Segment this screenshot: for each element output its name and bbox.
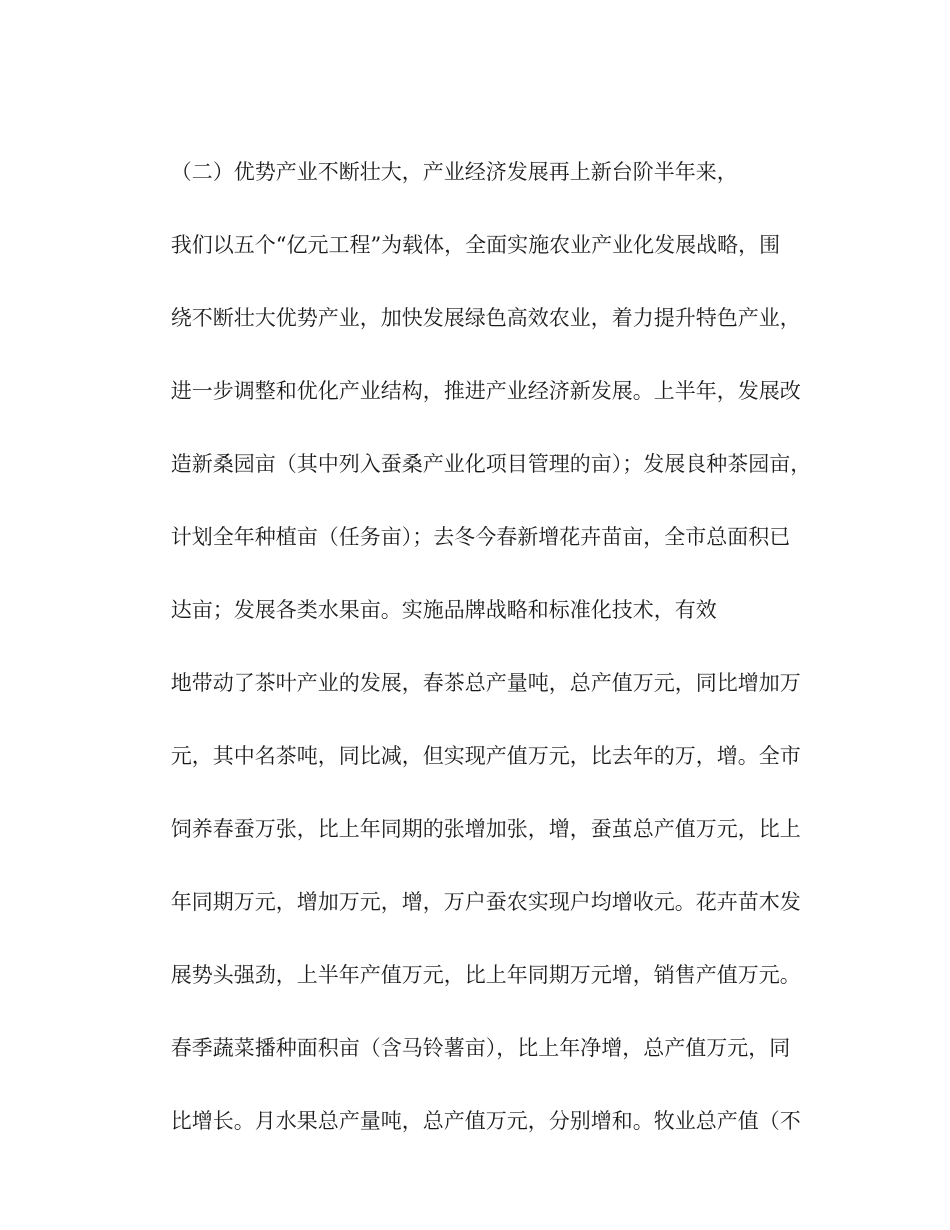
- line-text: 计划全年种植亩（任务亩）；去冬今春新增花卉苗亩，全市总面积已: [170, 525, 791, 549]
- line-text: 饲养春蚕万张，比上年同期的张增加张，增，蚕茧总产值万元，比上: [170, 817, 801, 841]
- paragraph-line-14: [144, 1079, 801, 1133]
- paragraph-line-3: [144, 276, 801, 330]
- line-text: 进一步调整和优化产业结构，推进产业经济新发展。上半年，发展改: [170, 379, 801, 403]
- line-text: 年同期万元，增加万元，增，万户蚕农实现户均增收元。花卉苗木发: [170, 890, 801, 914]
- paragraph-line-9: [144, 714, 801, 768]
- paragraph-line-10: [144, 787, 801, 841]
- line-text: 实施品牌战略和标准化技术，有效: [401, 598, 717, 622]
- paragraph-line-1: [144, 130, 738, 184]
- line-text: 元，其中名茶吨，同比减，但实现产值万元，比去年的万，增。全市: [170, 744, 801, 768]
- line-text: 绕不断壮大优势产业，加快发展绿色高效农业，着力提升特色产业，: [170, 306, 801, 330]
- line-text: 造新桑园亩（其中列入蚕桑产业化项目管理的亩）；发展良种茶园亩，: [170, 452, 812, 476]
- section-heading: （二）优势产业不断壮大，产业经济发展再上新台阶: [170, 160, 654, 184]
- line-text: 展势头强劲，上半年产值万元，比上年同期万元增，销售产值万元。: [170, 963, 801, 987]
- line-text: 春季蔬菜播种面积亩（含马铃薯亩），比上年净增，总产值万元，同: [170, 1036, 791, 1060]
- paragraph-line-13: [144, 1006, 791, 1060]
- line-text: 比增长。月水果总产量吨，总产值万元，分别增和。牧业总产值（不: [170, 1109, 801, 1133]
- line-text: 达亩；发展各类水果亩。: [170, 598, 402, 622]
- paragraph-line-7: [144, 568, 717, 622]
- paragraph-line-11: [144, 860, 801, 914]
- paragraph-line-8: [144, 641, 801, 695]
- line-text: 地带动了茶叶产业的发展，春茶总产量吨，总产值万元，同比增加万: [170, 671, 801, 695]
- line-text: 半年来，: [653, 160, 738, 184]
- paragraph-line-2: [144, 203, 781, 257]
- paragraph-line-6: [144, 495, 791, 549]
- paragraph-line-12: [144, 933, 801, 987]
- line-text: 我们以五个“亿元工程”为载体，全面实施农业产业化发展战略，围: [170, 233, 781, 257]
- paragraph-line-5: [144, 422, 812, 476]
- paragraph-line-4: [144, 349, 801, 403]
